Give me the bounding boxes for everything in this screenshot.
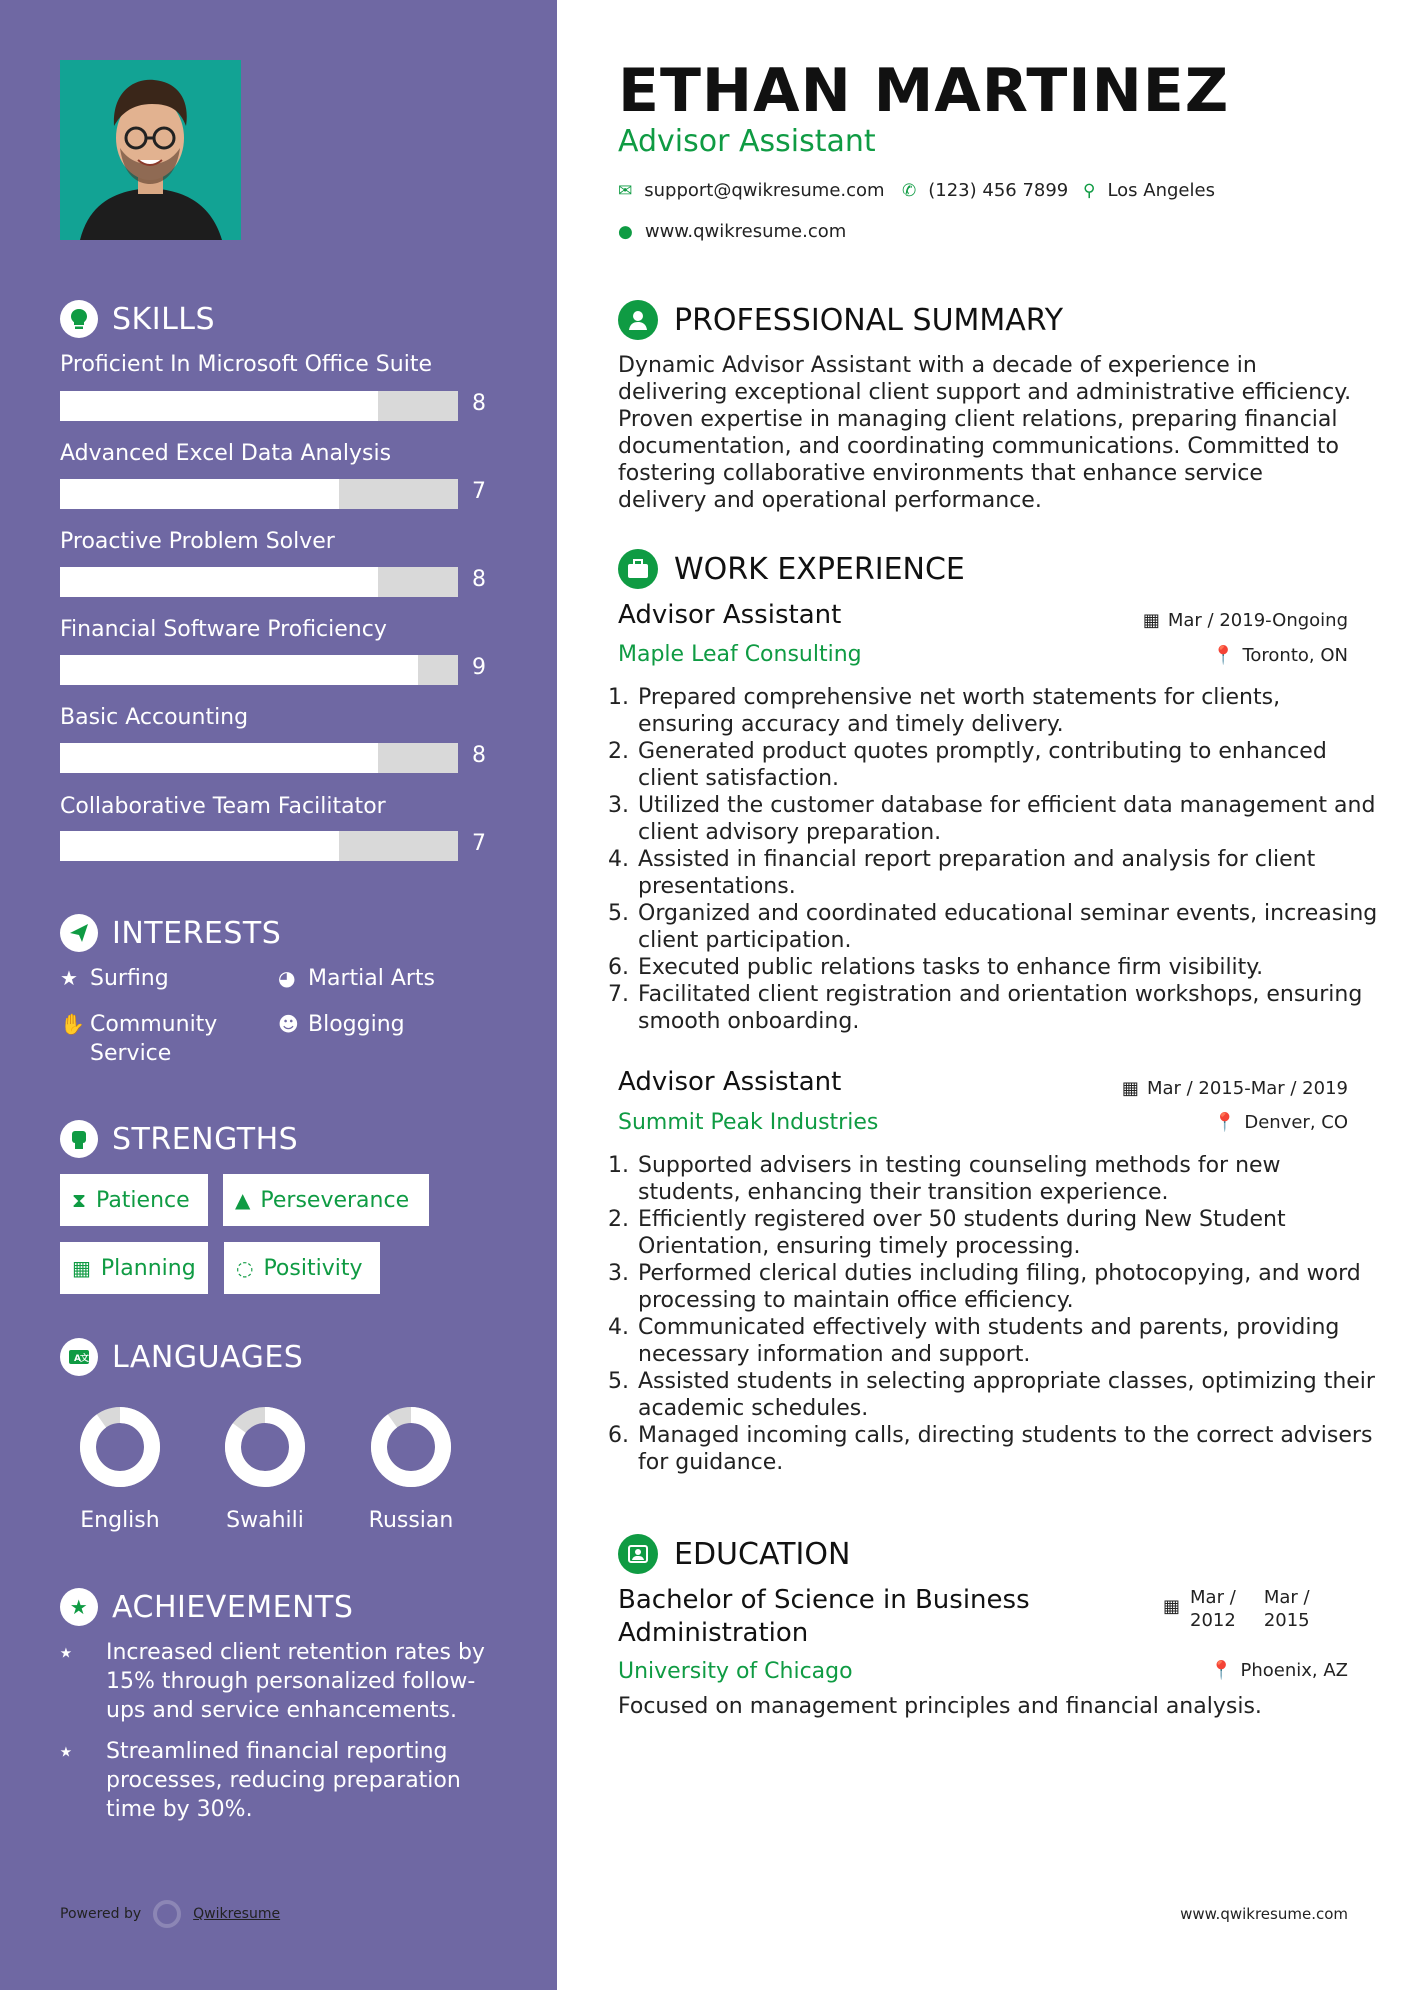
interests-title: INTERESTS [112,915,282,951]
achievement-text: Increased client retention rates by 15% through personalized follow-ups and service enhancements. [106,1640,485,1723]
education-title: EDUCATION [674,1536,851,1572]
language-label: Russian [368,1508,454,1533]
job-company: Summit Peak Industries [618,1110,879,1135]
powered-by [60,1900,280,1928]
job-location [1214,1112,1348,1133]
profile-photo [60,60,241,240]
graduation-icon [618,1534,658,1574]
skill-label: Advanced Excel Data Analysis [60,441,392,466]
skill-value: 7 [472,479,486,504]
list-item: 2. Efficiently registered over 50 students during New Student Orientation, ensuring timely processing. [636,1206,1381,1260]
contact-location [1083,180,1215,201]
skill-bar [60,567,458,597]
skill-label: Proactive Problem Solver [60,529,335,554]
job-bullets [610,684,1381,1035]
list-item: 6. Executed public relations tasks to enhance firm visibility. [636,954,1381,981]
summary-text: Dynamic Advisor Assistant with a decade of experience in delivering exceptional client support and administrative efficiency. Proven expertise in managing client relations, preparing financial documentation, and coordinating communications. Committed to fostering collaborative environments that enhance service delivery and operational performance. [618,353,1352,513]
language-label: English [80,1508,160,1533]
qwikresume-logo-icon [153,1900,181,1928]
skill-bar-fill [60,391,378,421]
education-heading [618,1534,850,1574]
skill-value: 8 [472,567,486,592]
languages-heading [60,1338,303,1376]
skill-value: 8 [472,743,486,768]
shooting-star-icon: ⭑ [60,1640,72,1665]
globe-icon: ◕ [278,966,296,990]
job-bullets [610,1152,1381,1476]
paper-plane-icon [60,914,98,952]
languages-title: LANGUAGES [112,1339,304,1375]
list-item: 3. Utilized the customer database for efficient data management and client advisory preparation. [636,792,1381,846]
list-item: 5. Assisted students in selecting appropriate classes, optimizing their academic schedules. [636,1368,1381,1422]
language-icon [60,1338,98,1376]
education-location [1210,1660,1348,1681]
skill-value: 8 [472,391,486,416]
skill-value: 9 [472,655,486,680]
job-location-text: Denver, CO [1244,1112,1348,1133]
strength-label: Planning [100,1255,196,1281]
language-ring [223,1405,307,1489]
summary-title: PROFESSIONAL SUMMARY [674,302,1064,338]
list-item: 7. Facilitated client registration and orientation workshops, ensuring smooth onboarding. [636,981,1381,1035]
interest-item [278,1010,405,1039]
job-title: Advisor Assistant [618,600,842,630]
contact-website[interactable] [618,221,846,242]
road-icon: ▲ [235,1188,251,1212]
globe-icon: ● [618,221,633,242]
map-pin-icon: ⚲ [1083,180,1096,201]
phone-text: (123) 456 7899 [928,180,1069,201]
language-ring-fill [379,1415,443,1479]
skills-heading [60,300,215,338]
calendar-icon: ▦ [1163,1596,1181,1617]
sidebar [0,0,557,1990]
hourglass-icon: ⧗ [72,1188,87,1212]
achievement-item [60,1638,490,1725]
candidate-role: Advisor Assistant [618,124,876,159]
list-item: 6. Managed incoming calls, directing students to the correct advisers for guidance. [636,1422,1381,1476]
language-ring [78,1405,162,1489]
calendar-icon: ▦ [1142,610,1160,631]
pin-icon: 📍 [1213,1112,1237,1133]
strength-badge [60,1174,208,1226]
list-item: 1. Prepared comprehensive net worth statements for clients, ensuring accuracy and timely delivery. [636,684,1381,738]
job-dates [1143,610,1348,631]
user-icon [618,300,658,340]
skill-label: Collaborative Team Facilitator [60,794,386,819]
candidate-name: ETHAN MARTINEZ [618,56,1230,126]
education-degree: Bachelor of Science in Business Administration [618,1585,1030,1648]
lightbulb-icon [60,300,98,338]
job-location-text: Toronto, ON [1242,645,1348,666]
education-end-month: Mar / [1263,1587,1310,1608]
list-item: 3. Performed clerical duties including filing, photocopying, and word processing to maintain office efficiency. [636,1260,1381,1314]
education-start-year: 2012 [1190,1610,1236,1631]
skill-value: 7 [472,831,486,856]
experience-heading [618,549,965,589]
skill-label: Basic Accounting [60,705,249,730]
strength-label: Perseverance [260,1187,410,1213]
star-badge-icon: ★ [60,1588,98,1626]
list-item: 5. Organized and coordinated educational seminar events, increasing client participation. [636,900,1381,954]
users-icon: ☻ [278,1012,299,1036]
education-description: Focused on management principles and financial analysis. [618,1694,1262,1719]
strength-label: Positivity [263,1255,363,1281]
education-school: University of Chicago [618,1659,853,1684]
skill-bar-fill [60,743,378,773]
education-end [1264,1586,1310,1632]
calendar-icon: ▦ [72,1256,91,1280]
list-item: 2. Generated product quotes promptly, contributing to enhanced client satisfaction. [636,738,1381,792]
skill-bar-fill [60,831,339,861]
job-dates-text: Mar / 2019-Ongoing [1167,610,1348,631]
job-dates-text: Mar / 2015-Mar / 2019 [1146,1078,1348,1099]
list-item: 1. Supported advisers in testing counseling methods for new students, enhancing their transition experience. [636,1152,1381,1206]
phone-icon: ✆ [902,180,917,201]
interest-item [60,1010,240,1068]
calendar-icon: ▦ [1121,1078,1139,1099]
interest-item [278,964,435,993]
education-start [1190,1586,1236,1632]
skill-label: Proficient In Microsoft Office Suite [60,352,432,377]
education-location-text: Phoenix, AZ [1240,1660,1348,1681]
skill-bar [60,655,458,685]
fist-icon [60,1120,98,1158]
achievement-text: Streamlined financial reporting processes, reducing preparation time by 30%. [106,1739,461,1822]
strength-badge [223,1174,429,1226]
footer-url[interactable]: www.qwikresume.com [1180,1905,1348,1923]
briefcase-icon [618,549,658,589]
education-start-month: Mar / [1190,1587,1236,1608]
circle-notch-icon: ◌ [236,1256,254,1280]
list-item: 4. Assisted in financial report preparation and analysis for client presentations. [636,846,1381,900]
list-item: 4. Communicated effectively with students and parents, providing necessary information and support. [636,1314,1381,1368]
education-dates [1163,1586,1310,1632]
skill-bar [60,391,458,421]
pin-icon: 📍 [1212,645,1235,666]
skill-bar [60,743,458,773]
interest-label: Blogging [308,1012,405,1037]
skill-bar-fill [60,655,418,685]
hand-icon: ✋ [60,1012,85,1036]
skills-title: SKILLS [112,301,216,337]
strength-badge [224,1242,380,1294]
job-location [1212,645,1348,666]
strengths-title: STRENGTHS [112,1121,299,1157]
interest-label: Martial Arts [308,966,436,991]
interest-label: Surfing [90,966,169,991]
job-dates [1122,1078,1348,1099]
skill-bar [60,479,458,509]
powered-by-text: Powered by [60,1906,142,1922]
interests-heading [60,914,281,952]
strengths-heading [60,1120,298,1158]
brand-link[interactable]: Qwikresume [193,1906,281,1922]
achievements-title: ACHIEVEMENTS [112,1589,354,1625]
skill-label: Financial Software Proficiency [60,617,387,642]
strength-label: Patience [96,1187,190,1213]
skill-bar-fill [60,479,339,509]
education-end-year: 2015 [1263,1610,1310,1631]
pin-icon: 📍 [1210,1660,1233,1681]
contact-email[interactable] [618,180,885,201]
website-text: www.qwikresume.com [644,221,847,242]
achievements-heading [60,1588,353,1626]
location-text: Los Angeles [1107,180,1215,201]
interest-item [60,964,169,993]
interest-label: Community Service [90,1012,218,1066]
contact-phone[interactable] [902,180,1068,201]
job-title: Advisor Assistant [618,1067,842,1097]
strength-badge [60,1242,208,1294]
envelope-icon: ✉ [618,180,633,201]
skill-bar [60,831,458,861]
language-ring [369,1405,453,1489]
summary-heading [618,300,1063,340]
language-ring-fill [88,1415,152,1479]
svg-text:文: 文 [80,1354,90,1364]
experience-title: WORK EXPERIENCE [674,551,965,587]
star-icon: ★ [60,966,78,990]
job-company: Maple Leaf Consulting [618,642,862,667]
shooting-star-icon: ⭑ [60,1739,72,1764]
email-text: support@qwikresume.com [644,180,885,201]
achievement-item [60,1737,490,1824]
skill-bar-fill [60,567,378,597]
svg-text:A: A [74,1354,82,1364]
language-label: Swahili [226,1508,304,1533]
